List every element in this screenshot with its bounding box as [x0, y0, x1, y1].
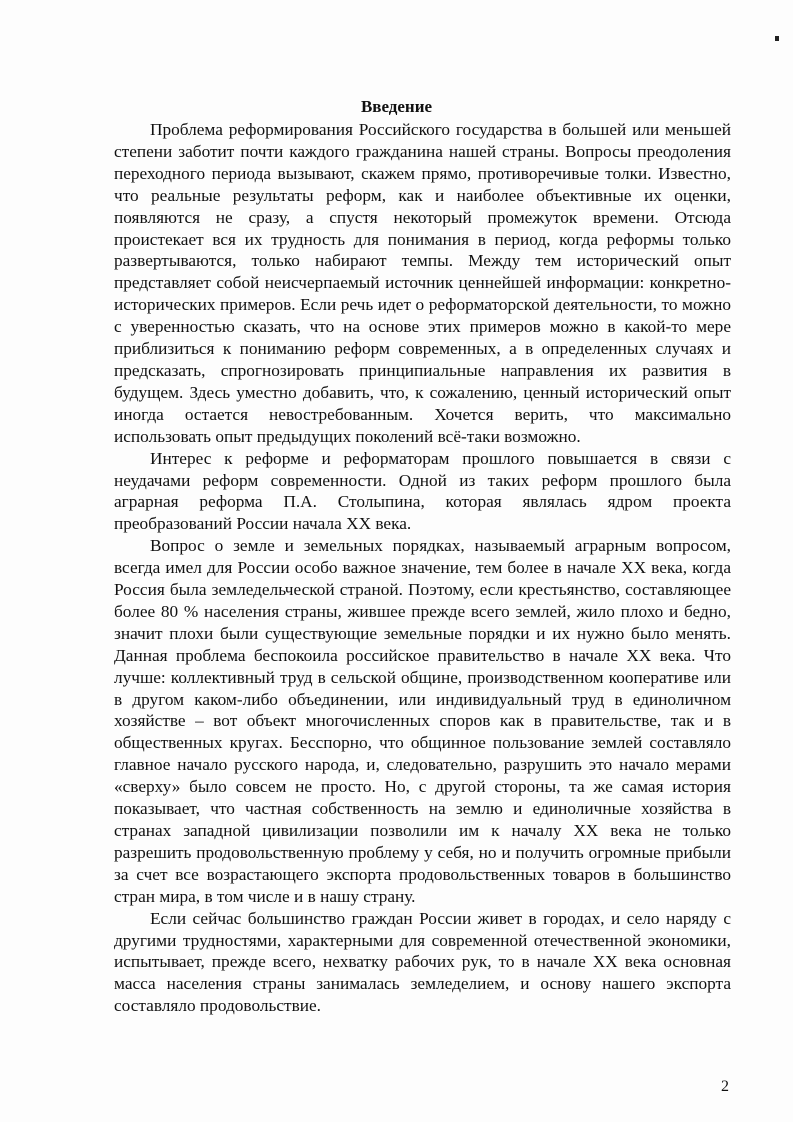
- paragraph-2: Интерес к реформе и реформаторам прошлого повышается в связи с неудачами реформ современности. Одной из таких реформ прошлого была аграрная реформа П.А. Столыпина, которая являлась ядром проекта преобразований России начала XX века.: [114, 448, 731, 534]
- paragraph-4: Если сейчас большинство граждан России живет в городах, и село наряду с другими трудностями, характерными для современной отечественной экономики, испытывает, прежде всего, нехватку рабочих рук, то в начале XX века основная масса населения страны занималась земледелием, и основу нашего экспорта составляло продовольствие.: [114, 908, 731, 1016]
- paragraph-3: Вопрос о земле и земельных порядках, называемый аграрным вопросом, всегда имел для России особо важное значение, тем более в начале XX века, когда Россия была земледельческой страной. Поэтому, если крестьянство, составляющее более 80 % населения страны, жившее прежде всего землей, жило плохо и бедно, значит плохи были существующие земельные порядки и их нужно было менять. Данная проблема беспокоила российское правительство в начале XX века. Что лучше: коллективный труд в сельской общине, производственном кооперативе или в другом каком-либо объединении, или индивидуальный труд в единоличном хозяйстве – вот объект многочисленных споров как в правительстве, так и в общественных кругах. Бесспорно, что общинное пользование землей составляло главное начало русского народа, и, следовательно, разрушить это начало мерами «сверху» было совсем не просто. Но, с другой стороны, та же самая история показывает, что частная собственность на землю и единоличные хозяйства в странах западной цивилизации позволили им к началу XX века не только разрешить продовольственную проблему у себя, но и получить огромные прибыли за счет все возрастающего экспорта продовольственных товаров в большинство стран мира, в том числе и в нашу страну.: [114, 536, 731, 906]
- body-text: [114, 119, 731, 1017]
- scan-artifact: [775, 36, 779, 41]
- paragraph-1: Проблема реформирования Российского государства в большей или меньшей степени заботит почти каждого гражданина нашей страны. Вопросы преодоления переходного периода вызывают, скажем прямо, противоречивые толки. Известно, что реальные результаты реформ, как и наиболее объективные их оценки, появляются не сразу, а спустя некоторый промежуток времени. Отсюда проистекает вся их трудность для понимания в период, когда реформы только развертываются, только набирают темпы. Между тем исторический опыт представляет собой неисчерпаемый источник ценнейшей информации: конкретно-исторических примеров. Если речь идет о реформаторской деятельности, то можно с уверенностью сказать, что на основе этих примеров можно в какой-то мере приблизиться к пониманию реформ современных, а в определенных случаях и предсказать, спрогнозировать принципиальные направления их развития в будущем. Здесь уместно добавить, что, к сожалению, ценный исторический опыт иногда остается невостребованным. Хочется верить, что максимально использовать опыт предыдущих поколений всё-таки возможно.: [114, 120, 731, 446]
- page-number: 2: [721, 1078, 729, 1095]
- page-title: Введение: [360, 97, 433, 116]
